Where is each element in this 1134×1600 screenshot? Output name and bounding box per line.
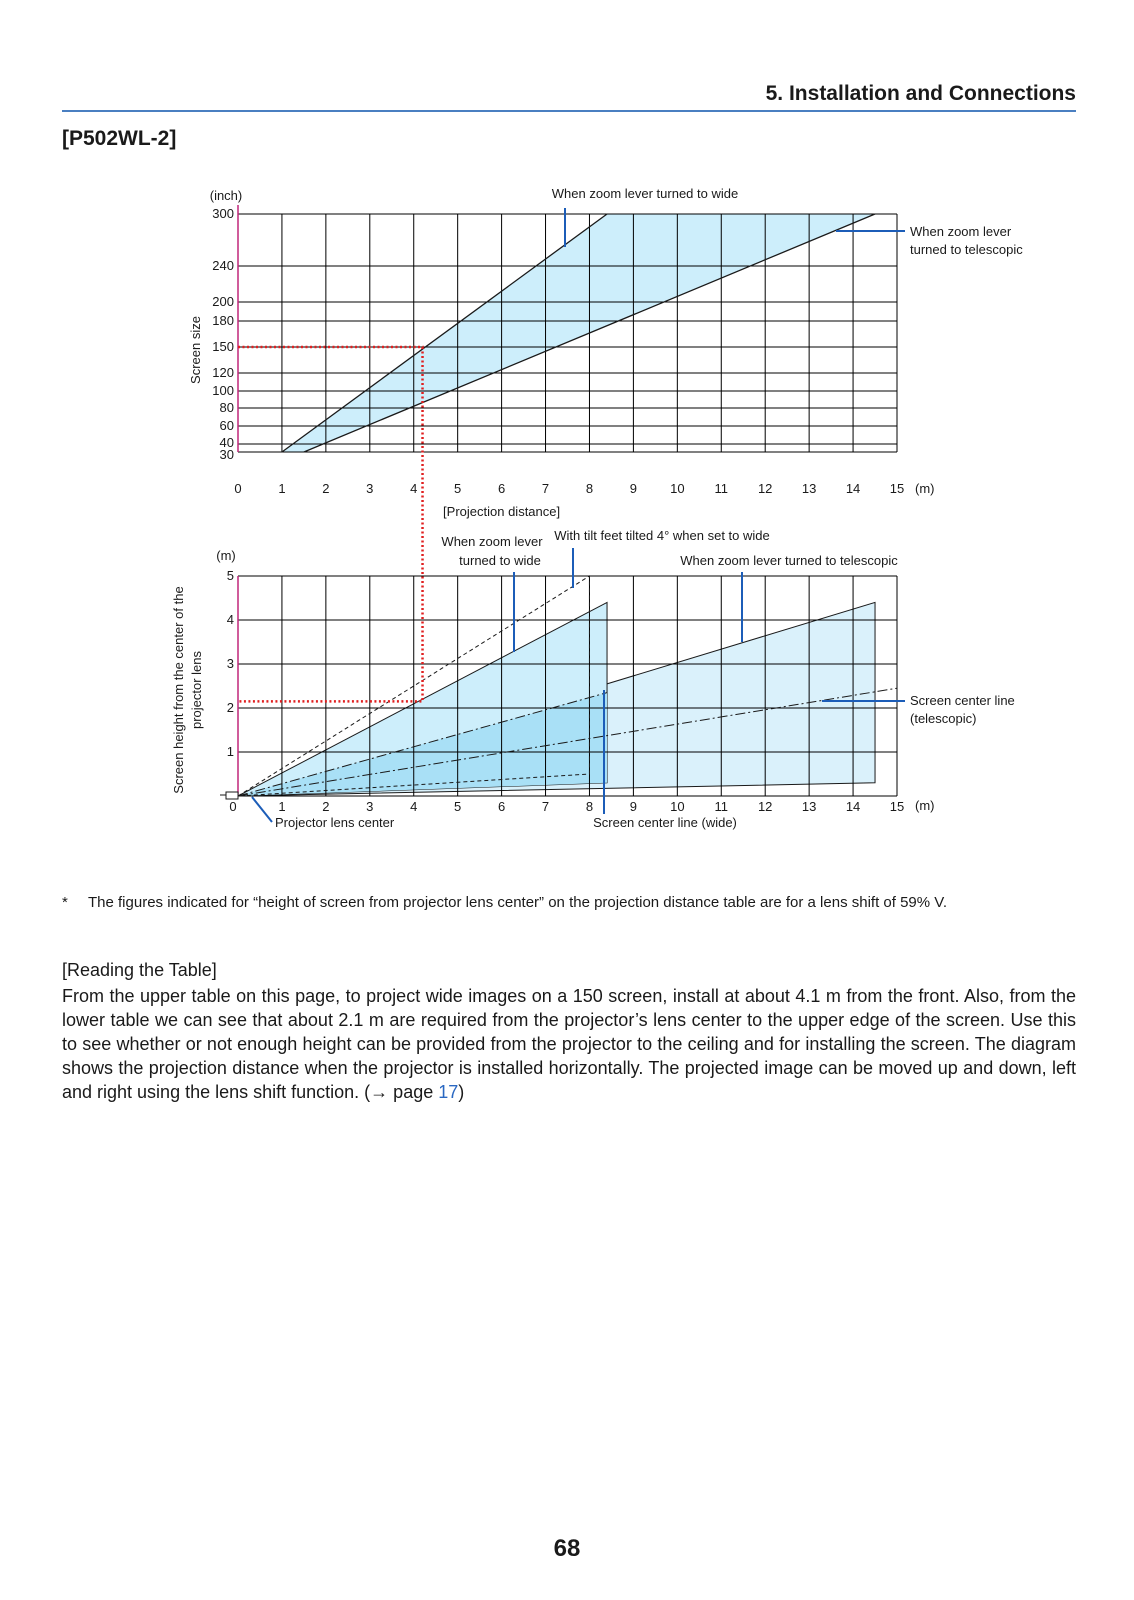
lower-tilt-callout-label: With tilt feet tilted 4° when set to wide [554,528,770,543]
lower-x-tick-label: 1 [278,799,286,814]
upper-x-tick-label: 0 [234,481,242,496]
upper-x-tick-label: 9 [629,481,638,496]
lower-y-unit: (m) [216,548,236,563]
upper-y-tick-label: 300 [212,206,234,221]
reading-title: [Reading the Table] [62,960,217,980]
lower-x-tick-label: 11 [714,799,729,814]
upper-x-tick-label: 6 [497,481,506,496]
lower-example-guide [238,500,423,701]
lower-center-wide-callout-label: Screen center line (wide) [593,815,737,830]
upper-x-tick-label: 4 [410,481,418,496]
upper-x-tick-label: 15 [889,481,905,496]
lens-center-callout-label: Projector lens center [275,815,395,830]
lower-x-tick-label: 10 [670,799,685,814]
lower-y-axis-label: Screen height from the center of the [171,586,186,794]
lower-y-tick-label: 1 [226,744,234,759]
lower-x-tick-label: 8 [585,799,594,814]
upper-x-tick-label: 3 [366,481,374,496]
projector-icon [226,792,238,799]
reading-close: ) [458,1082,465,1102]
upper-x-tick-label: 2 [322,481,330,496]
upper-y-tick-label: 60 [219,418,234,433]
page-number: 68 [553,1535,581,1562]
upper-y-tick-label: 30 [219,447,234,462]
lower-x-tick-label: 14 [845,799,861,814]
upper-y-tick-label: 100 [212,383,234,398]
lower-wide-callout-label: When zoom lever [441,534,543,549]
lower-x-tick-label: 12 [757,799,773,814]
upper-tele-callout-label: When zoom lever [910,224,1012,239]
section-title: 5. Installation and Connections [765,82,1076,105]
upper-y-tick-label: 240 [212,258,234,273]
lower-x-tick-label: 0 [229,799,237,814]
lower-y-tick-label: 3 [226,656,234,671]
footnote-marker: * [62,894,68,911]
lower-x-tick-label: 13 [801,799,817,814]
footnote-text: The figures indicated for “height of screen from projector lens center” on the projection distance table are for a lens shift of 59% V. [88,894,948,911]
upper-x-tick-label: 7 [541,481,550,496]
lower-y-tick-label: 2 [226,700,234,715]
upper-zoom-range-area [282,214,875,452]
upper-y-tick-label: 120 [212,365,234,380]
lower-x-tick-label: 3 [366,799,374,814]
footnote [62,892,1076,913]
upper-y-axis-label: Screen size [188,316,203,384]
lower-y-tick-label: 5 [226,568,234,583]
lower-tele-callout-label: When zoom lever turned to telescopic [680,553,898,568]
upper-x-tick-label: 5 [454,481,462,496]
upper-tele-callout-label-2: turned to telescopic [910,242,1023,257]
lower-center-tele-callout-label-2: (telescopic) [910,711,977,726]
figure-id: [P502WL-2] [62,127,177,150]
upper-x-tick-label: 1 [278,481,286,496]
upper-x-unit: (m) [915,481,935,496]
page-link[interactable]: 17 [438,1082,459,1102]
lens-center-callout-line [252,797,272,822]
lower-y-tick-label: 4 [226,612,234,627]
upper-y-unit: (inch) [209,188,243,203]
upper-y-tick-label: 150 [212,339,234,354]
upper-x-tick-label: 10 [670,481,685,496]
upper-x-tick-label: 13 [801,481,817,496]
upper-y-tick-label: 80 [219,400,234,415]
lower-center-tele-callout-label: Screen center line [910,693,1015,708]
lower-x-tick-label: 4 [410,799,418,814]
lower-x-tick-label: 6 [497,799,506,814]
lower-x-tick-label: 2 [322,799,330,814]
upper-x-axis-label: [Projection distance] [443,504,561,519]
lower-x-tick-label: 15 [889,799,905,814]
lower-y-axis-label-2: projector lens [189,650,204,730]
upper-y-tick-label: 200 [212,294,234,309]
lower-x-unit: (m) [915,798,935,813]
upper-x-tick-label: 11 [714,481,729,496]
upper-x-tick-label: 8 [585,481,594,496]
lower-x-tick-label: 5 [454,799,462,814]
upper-wide-callout-label: When zoom lever turned to wide [551,186,739,201]
upper-x-tick-label: 12 [757,481,773,496]
lower-x-tick-label: 7 [541,799,550,814]
lower-x-tick-label: 9 [629,799,638,814]
upper-y-tick-label: 40 [219,435,234,450]
upper-y-tick-label: 180 [212,313,234,328]
reading-text: From the upper table on this page, to project wide images on a 150 screen, install at about 4.1 m from the front. Also, from the lower table we can see that about 2.1 m are required from the projector’s lens center to the upper edge of the screen. Use this to see whether or not enough height can be provided from the projector to the ceiling and for installing the screen. The diagram shows the projection distance when the projector is installed horizontally. The projected image can be moved up and down, left and right using the lens shift function. (→ page [62,986,1076,1102]
upper-x-tick-label: 14 [845,481,861,496]
reading-body [62,984,1076,1104]
lower-wide-callout-label-2: turned to wide [459,553,541,568]
